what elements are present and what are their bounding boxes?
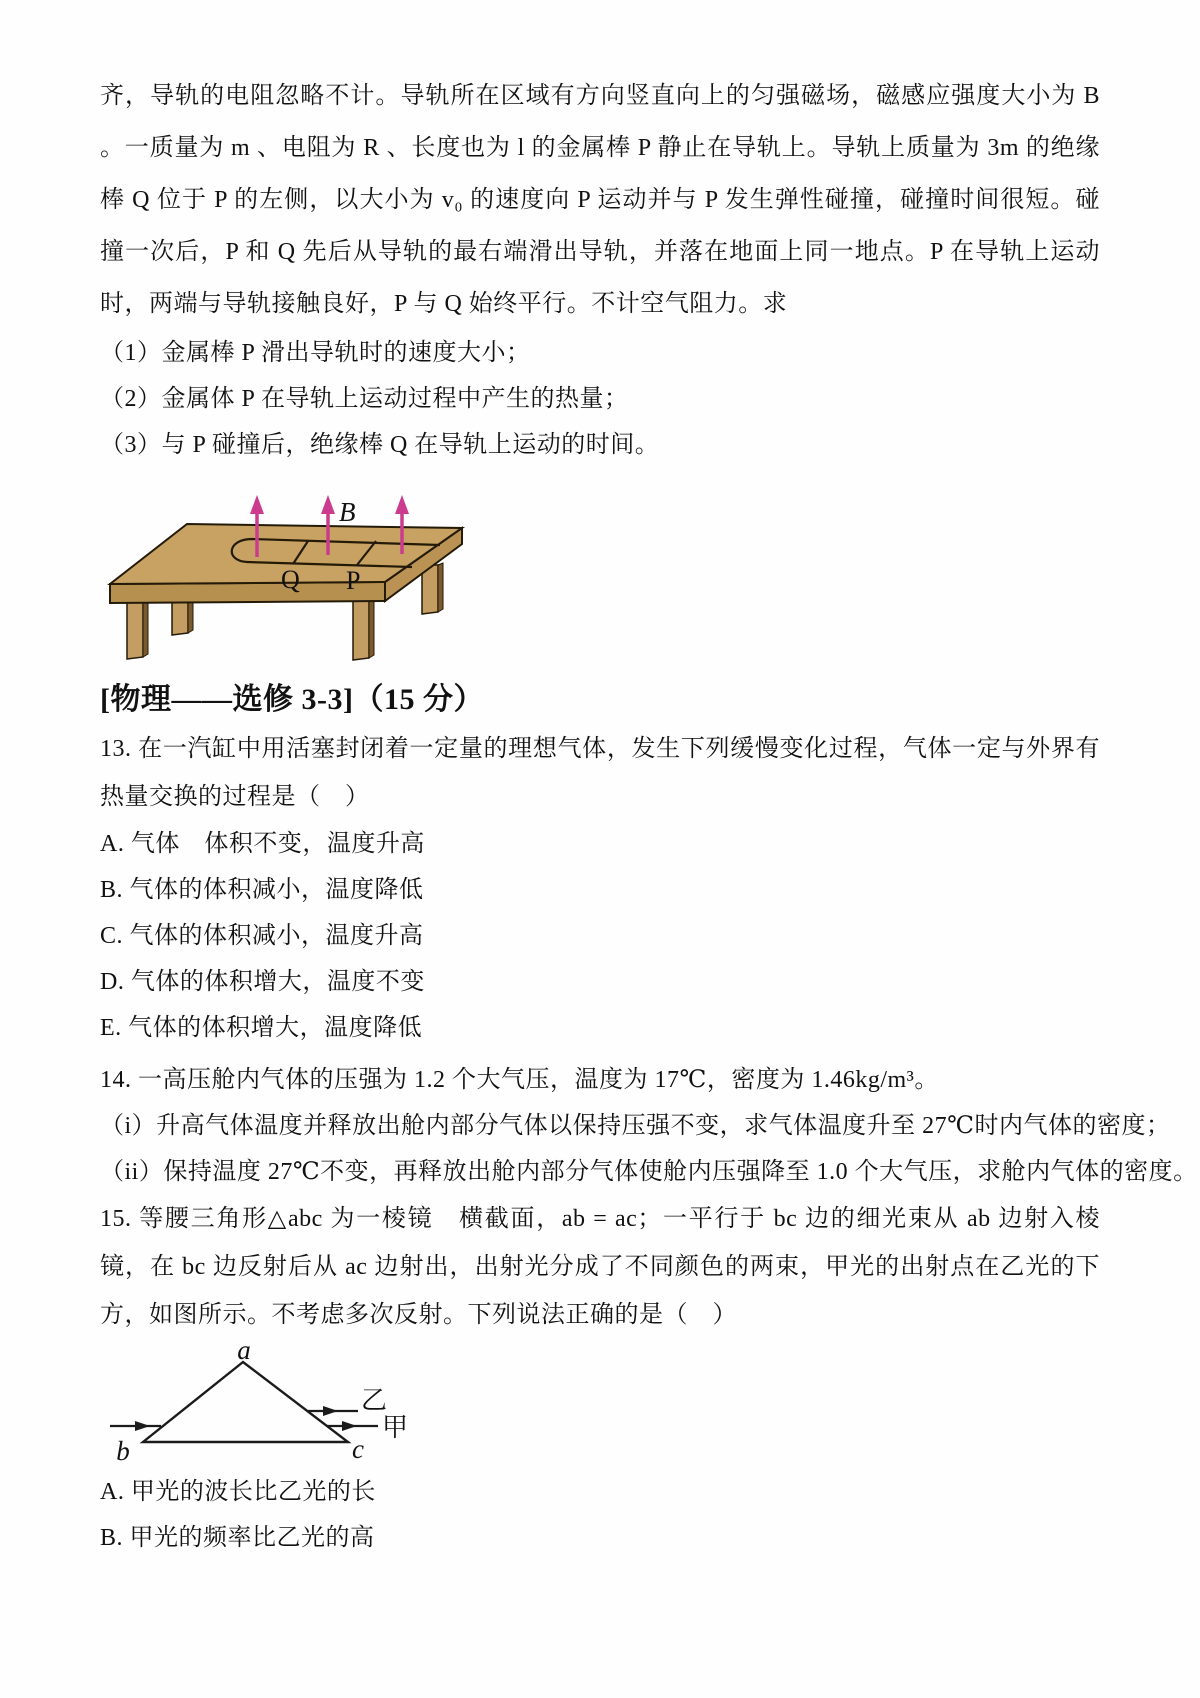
field-arrowhead [321, 495, 335, 514]
table-leg-front-right [353, 597, 369, 660]
q15-prism-figure [95, 1339, 430, 1469]
q12-item-3: （3）与 P 碰撞后，绝缘棒 Q 在导轨上运动的时间。 [100, 432, 660, 458]
field-arrowhead [395, 495, 409, 514]
prism-triangle [143, 1362, 348, 1442]
exit-ray-lower-arrowhead [342, 1421, 357, 1431]
q15-option-A: A. 甲光的波长比乙光的长 [100, 1479, 376, 1505]
bar-Q-label: Q [281, 565, 300, 594]
tabletop-front-face [110, 582, 385, 603]
ray-jia-label: 甲 [382, 1413, 409, 1442]
q13-option-C: C. 气体的体积减小，温度升高 [100, 923, 424, 949]
q13-option-E: E. 气体的体积增大，温度降低 [100, 1015, 423, 1041]
q13-option-A: A. 气体 体积不变，温度升高 [100, 831, 425, 857]
q13-option-D: D. 气体的体积增大，温度不变 [100, 969, 425, 995]
field-B-label: B [339, 497, 356, 527]
q12-table-figure [95, 457, 480, 669]
table-leg-front-left [127, 597, 143, 659]
ray-yi-label: 乙 [361, 1386, 388, 1415]
q12-body-text: 齐，导轨的电阻忽略不计。导轨所在区域有方向竖直向上的匀强磁场，磁感应强度大小为 B 。一质量为 m 、电阻为 R 、长度也为 l 的金属棒 P 静止在导轨上。导轨上质量为 3m 的绝缘棒 Q 位于 P 的左侧，以大小为 v₀ 的速度向 P 运动并与 P 发生弹性碰撞，碰撞时间很短。碰撞一次后，P 和 Q 先后从导轨的最右端滑出导轨，并落在地面上同一地点。P 在导轨上运动时，两端与导轨接触良好，P 与 Q 始终平行。不计空气阻力。求 [100, 83, 1100, 317]
vertex-a-label: a [237, 1339, 251, 1365]
q15-stem: 15. 等腰三角形△abc 为一棱镜 横截面，ab = ac；一平行于 bc 边的细光束从 ab 边射入棱镜，在 bc 边反射后从 ac 边射出，出射光分成了不同颜色的两束，甲光的出射点在乙光的下方，如图所示。不考虑多次反射。下列说法正确的是（ ） [100, 1206, 1100, 1328]
field-arrowhead [250, 495, 264, 514]
bar-P-label: P [346, 566, 361, 595]
q15-option-B: B. 甲光的频率比乙光的高 [100, 1525, 375, 1551]
section-title: [物理——选修 3-3]（15 分） [100, 683, 484, 716]
q13-stem: 13. 在一汽缸中用活塞封闭着一定量的理想气体，发生下列缓慢变化过程，气体一定与外界有热量交换的过程是（ ） [100, 736, 1100, 810]
q14-item-ii: （ii）保持温度 27℃不变，再释放出舱内部分气体使舱内压强降至 1.0 个大气压，求舱内气体的密度。 [100, 1159, 1198, 1185]
exit-ray-upper-arrowhead [323, 1406, 338, 1416]
vertex-c-label: c [352, 1434, 364, 1464]
q14-item-i: （i）升高气体温度并释放出舱内部分气体以保持压强不变，求气体温度升至 27℃时内气体的密度； [100, 1113, 1171, 1139]
incident-ray-arrowhead [135, 1421, 150, 1431]
q12-item-2: （2）金属体 P 在导轨上运动过程中产生的热量； [100, 386, 629, 412]
vertex-b-label: b [116, 1436, 130, 1466]
q12-item-1: （1）金属棒 P 滑出导轨时的速度大小； [100, 340, 531, 366]
field-arrow-heads [250, 495, 409, 514]
q14-stem: 14. 一高压舱内气体的压强为 1.2 个大气压，温度为 17℃，密度为 1.46kg/m³。 [100, 1067, 939, 1093]
q13-option-B: B. 气体的体积减小，温度降低 [100, 877, 424, 903]
